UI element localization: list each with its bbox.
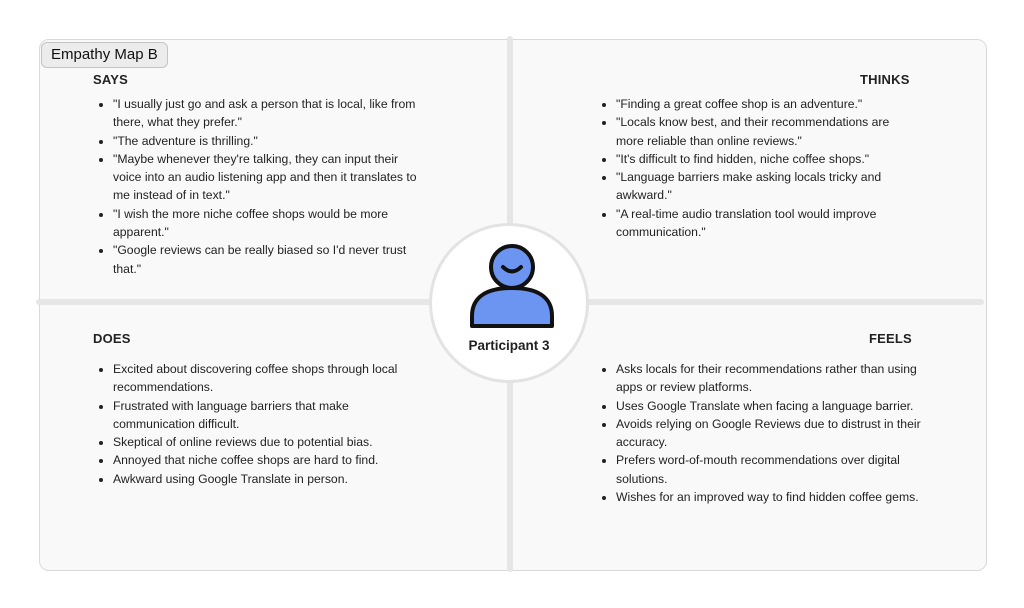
list-item: • Annoyed that niche coffee shops are hard to find.	[113, 451, 423, 469]
list-item: • Prefers word-of-mouth recommendations over digital solutions.	[616, 451, 926, 488]
list-item: • Uses Google Translate when facing a language barrier.	[616, 397, 926, 415]
list-item: • Skeptical of online reviews due to potential bias.	[113, 433, 423, 451]
participant-circle	[429, 223, 589, 383]
does-list	[95, 360, 423, 488]
list-item: • Awkward using Google Translate in person.	[113, 470, 423, 488]
list-item: • Wishes for an improved way to find hidden coffee gems.	[616, 488, 926, 506]
list-item: • Avoids relying on Google Reviews due to distrust in their accuracy.	[616, 415, 926, 452]
list-item: • "Maybe whenever they're talking, they can input their voice into an audio listening app and then it translates to me instead of in text."	[113, 150, 423, 205]
list-item: • "Locals know best, and their recommendations are more reliable than online reviews."	[616, 113, 916, 150]
list-item: • Asks locals for their recommendations rather than using apps or review platforms.	[616, 360, 926, 397]
list-item: • "The adventure is thrilling."	[113, 132, 423, 150]
feels-heading: FEELS	[869, 331, 912, 346]
list-item: • "I wish the more niche coffee shops would be more apparent."	[113, 205, 423, 242]
thinks-list	[598, 95, 916, 241]
does-heading: DOES	[93, 331, 131, 346]
says-heading: SAYS	[93, 72, 129, 87]
list-item: • Frustrated with language barriers that make communication difficult.	[113, 397, 423, 434]
feels-list	[598, 360, 926, 506]
list-item: • "A real-time audio translation tool would improve communication."	[616, 205, 916, 242]
thinks-heading: THINKS	[860, 72, 910, 87]
list-item: • "It's difficult to find hidden, niche coffee shops."	[616, 150, 916, 168]
list-item: • "I usually just go and ask a person that is local, like from there, what they prefer."	[113, 95, 423, 132]
list-item: • "Google reviews can be really biased so I'd never trust that."	[113, 241, 423, 278]
list-item: • "Language barriers make asking locals tricky and awkward."	[616, 168, 916, 205]
list-item: • "Finding a great coffee shop is an adventure."	[616, 95, 916, 113]
person-avatar-icon	[468, 242, 556, 330]
list-item: • Excited about discovering coffee shops through local recommendations.	[113, 360, 423, 397]
says-list	[95, 95, 423, 278]
participant-label: Participant 3	[468, 338, 550, 353]
map-title-tag[interactable]: Empathy Map B	[41, 42, 168, 68]
